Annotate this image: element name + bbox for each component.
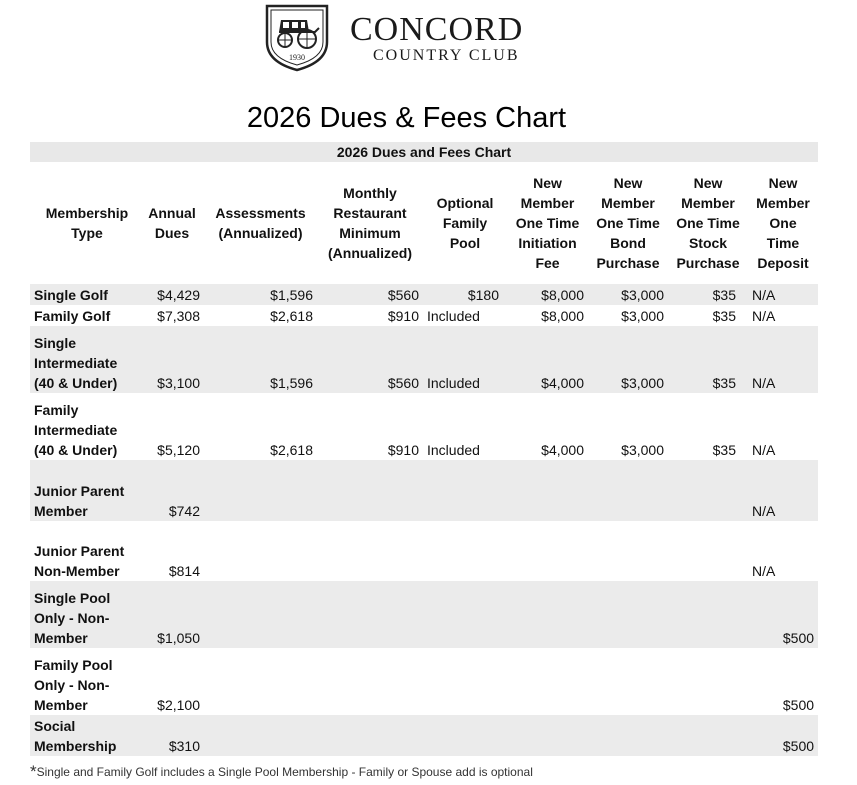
bond-purchase: $3,000 [588,284,668,305]
assessments: $1,596 [204,284,317,305]
family-pool: $180 [423,284,507,305]
stock-purchase: $35 [712,308,736,324]
annual-dues: $3,100 [140,326,204,393]
restaurant-minimum: $910 [387,308,419,324]
bond-purchase: $3,000 [621,308,664,324]
header-initiation-fee: New Member One Time Initiation Fee [515,175,580,271]
table-row [30,284,818,305]
assessments: $1,596 [204,326,317,393]
table-row [30,326,818,393]
annual-dues: $814 [168,563,200,579]
deposit: N/A [752,442,776,458]
annual-dues: $5,120 [157,442,200,458]
family-pool: Included [423,326,507,393]
initiation-fee: $8,000 [507,284,588,305]
membership-type: Social Membership [30,715,140,756]
header-restaurant-minimum: Monthly Restaurant Minimum (Annualized) [328,185,412,261]
restaurant-minimum: $560 [317,326,423,393]
annual-dues: $310 [140,715,204,756]
annual-dues: $7,308 [157,308,200,324]
logo-name: CONCORD [350,11,524,48]
membership-type: Junior Parent Member [30,460,140,521]
logo-subtitle: COUNTRY CLUB [373,47,520,64]
footnote-text: Single and Family Golf includes a Single Pool Membership - Family or Spouse add is optional [36,765,533,779]
restaurant-minimum: $560 [317,284,423,305]
restaurant-minimum: $910 [387,442,419,458]
deposit: N/A [748,460,818,521]
header-bond-purchase: New Member One Time Bond Purchase [596,175,660,271]
table-row [30,305,818,326]
logo-year: 1930 [289,53,305,62]
dues-fees-table [30,142,818,756]
header-membership-type: Membership Type [45,205,129,241]
deposit: $500 [748,581,818,648]
family-pool: Included [427,442,480,458]
table-row [30,521,818,581]
header-deposit: New Member One Time Deposit [756,175,810,271]
initiation-fee: $8,000 [541,308,584,324]
bond-purchase: $3,000 [621,442,664,458]
stock-purchase: $35 [712,442,736,458]
membership-type: Junior Parent Non-Member [34,543,125,579]
stagecoach-shield-icon [263,2,331,72]
deposit: $500 [748,715,818,756]
table-row [30,581,818,648]
membership-type: Family Pool Only - Non-Member [34,657,113,713]
deposit: N/A [752,563,776,579]
deposit: N/A [748,326,818,393]
membership-type: Single Intermediate (40 & Under) [30,326,140,393]
header-family-pool: Optional Family Pool [436,195,494,251]
annual-dues: $742 [140,460,204,521]
table-header-row [30,162,818,284]
assessments: $2,618 [270,442,313,458]
table-row [30,393,818,460]
membership-type: Single Golf [30,284,140,305]
footnote-marker: * [30,762,37,781]
stock-purchase: $35 [668,326,748,393]
header-stock-purchase: New Member One Time Stock Purchase [676,175,740,271]
table-caption: 2026 Dues and Fees Chart [30,142,818,162]
membership-type: Family Golf [34,308,111,324]
page-title: 2026 Dues & Fees Chart [246,102,567,134]
header-assessments: Assessments (Annualized) [215,205,306,241]
deposit: $500 [782,697,815,713]
membership-type: Single Pool Only - Non-Member [30,581,140,648]
club-logo [263,2,563,74]
annual-dues: $1,050 [140,581,204,648]
table-row [30,715,818,756]
family-pool: Included [427,308,480,324]
header-annual-dues: Annual Dues [148,205,196,241]
deposit: N/A [752,308,776,324]
assessments: $2,618 [270,308,313,324]
deposit: N/A [748,284,818,305]
table-row [30,648,818,715]
bond-purchase: $3,000 [588,326,668,393]
initiation-fee: $4,000 [541,442,584,458]
footnote [30,762,533,782]
membership-type: Family Intermediate (40 & Under) [34,402,118,458]
initiation-fee: $4,000 [507,326,588,393]
table-row [30,460,818,521]
stock-purchase: $35 [668,284,748,305]
annual-dues: $2,100 [157,697,200,713]
annual-dues: $4,429 [140,284,204,305]
